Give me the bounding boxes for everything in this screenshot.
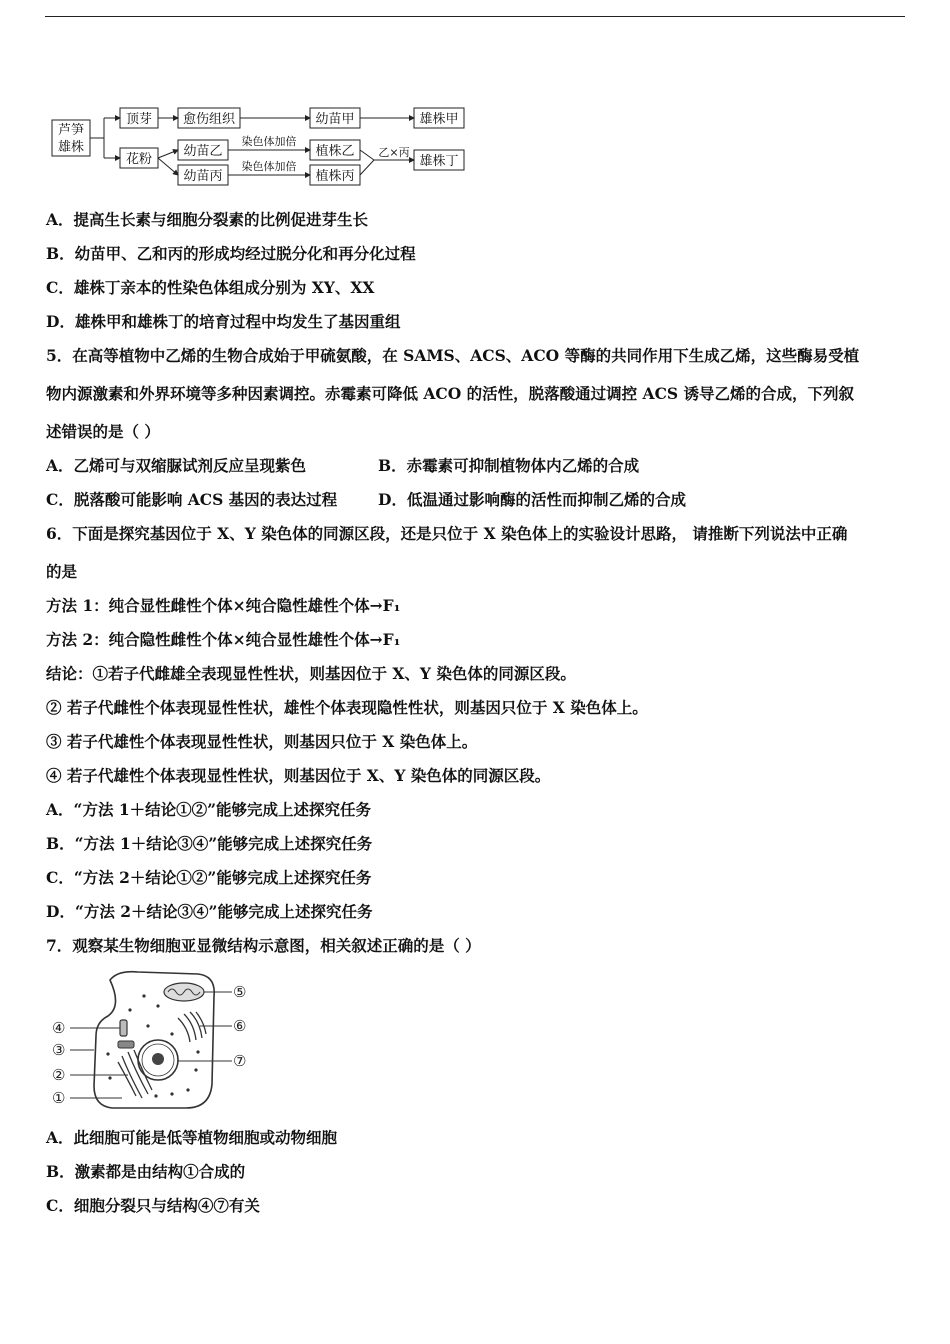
plant-c-label: 植株丙 — [315, 169, 355, 184]
seedling-c-label: 幼苗丙 — [183, 169, 223, 184]
q5-stem-line2: 物内源激素和外界环境等多种因素调控。赤霉素可降低 ACO 的活性，脱落酸通过调控 ACS 诱导乙烯的合成，下列叙 — [46, 384, 855, 403]
q4-option-c: C．雄株丁亲本的性染色体组成分别为 XY、XX — [46, 278, 375, 297]
label-3: ③ — [52, 1041, 66, 1059]
q6-option-c: C．“方法 2＋结论①②”能够完成上述探究任务 — [46, 868, 372, 887]
pollen-label: 花粉 — [125, 152, 153, 167]
q6-option-b: B．“方法 1＋结论③④”能够完成上述探究任务 — [46, 834, 373, 853]
q6-method-1: 方法 1：纯合显性雌性个体×纯合隐性雄性个体→F₁ — [46, 596, 401, 615]
male-a-label: 雄株甲 — [419, 112, 459, 127]
double-label-2: 染色体加倍 — [241, 160, 297, 173]
label-6: ⑥ — [233, 1017, 247, 1035]
header-rule — [45, 16, 905, 17]
q7-stem: 7．观察某生物细胞亚显微结构示意图，相关叙述正确的是（ ） — [46, 936, 481, 955]
breeding-flow-diagram — [48, 104, 473, 188]
q4-option-d: D．雄株甲和雄株丁的培育过程中均发生了基因重组 — [46, 312, 401, 331]
label-4: ④ — [52, 1019, 66, 1037]
label-5: ⑤ — [233, 983, 247, 1001]
q6-conclusion-1: 结论：①若子代雌雄全表现显性性状，则基因位于 X、Y 染色体的同源区段。 — [46, 664, 576, 683]
q5-option-a: A．乙烯可与双缩脲试剂反应呈现紫色 — [46, 456, 307, 475]
q6-conclusion-3: ③ 若子代雄性个体表现显性性状，则基因只位于 X 染色体上。 — [46, 732, 478, 751]
shoot-tip-label: 顶芽 — [125, 112, 153, 127]
label-2: ② — [52, 1066, 66, 1084]
q6-method-2: 方法 2：纯合隐性雌性个体×纯合显性雄性个体→F₁ — [46, 630, 401, 649]
q4-option-b: B．幼苗甲、乙和丙的形成均经过脱分化和再分化过程 — [46, 244, 416, 263]
q6-stem-line1: 6．下面是探究基因位于 X、Y 染色体的同源区段，还是只位于 X 染色体上的实验设计思路， 请推断下列说法中正确 — [46, 524, 848, 543]
q5-option-d: D．低温通过影响酶的活性而抑制乙烯的合成 — [378, 490, 686, 509]
label-1: ① — [52, 1089, 66, 1107]
q5-option-c: C．脱落酸可能影响 ACS 基因的表达过程 — [46, 490, 338, 509]
root-line2: 雄株 — [57, 140, 85, 155]
q5-stem-line1: 5．在高等植物中乙烯的生物合成始于甲硫氨酸，在 SAMS、ACS、ACO 等酶的共同作用下生成乙烯，这些酶易受植 — [46, 346, 860, 365]
cell-structure-diagram — [48, 966, 258, 1116]
q6-option-d: D．“方法 2＋结论③④”能够完成上述探究任务 — [46, 902, 373, 921]
q7-option-a: A．此细胞可能是低等植物细胞或动物细胞 — [46, 1128, 338, 1147]
callus-label: 愈伤组织 — [182, 112, 236, 127]
q7-option-b: B．激素都是由结构①合成的 — [46, 1162, 246, 1181]
cross-label: 乙×丙 — [378, 146, 410, 159]
label-7: ⑦ — [233, 1052, 247, 1070]
q4-option-a: A．提高生长素与细胞分裂素的比例促进芽生长 — [46, 210, 369, 229]
q7-option-c: C．细胞分裂只与结构④⑦有关 — [46, 1196, 260, 1215]
root-line1: 芦笋 — [57, 123, 85, 138]
double-label-1: 染色体加倍 — [241, 135, 297, 148]
q6-stem-line2: 的是 — [46, 562, 78, 581]
q6-conclusion-4: ④ 若子代雄性个体表现显性性状，则基因位于 X、Y 染色体的同源区段。 — [46, 766, 551, 785]
male-d-label: 雄株丁 — [419, 154, 459, 169]
q5-stem-line3: 述错误的是（ ） — [46, 422, 160, 441]
seedling-a-label: 幼苗甲 — [315, 112, 355, 127]
seedling-b-label: 幼苗乙 — [183, 144, 223, 159]
q5-option-b: B．赤霉素可抑制植物体内乙烯的合成 — [378, 456, 640, 475]
q6-conclusion-2: ② 若子代雌性个体表现显性性状，雄性个体表现隐性性状，则基因只位于 X 染色体上。 — [46, 698, 648, 717]
plant-b-label: 植株乙 — [315, 144, 355, 159]
q6-option-a: A．“方法 1＋结论①②”能够完成上述探究任务 — [46, 800, 372, 819]
